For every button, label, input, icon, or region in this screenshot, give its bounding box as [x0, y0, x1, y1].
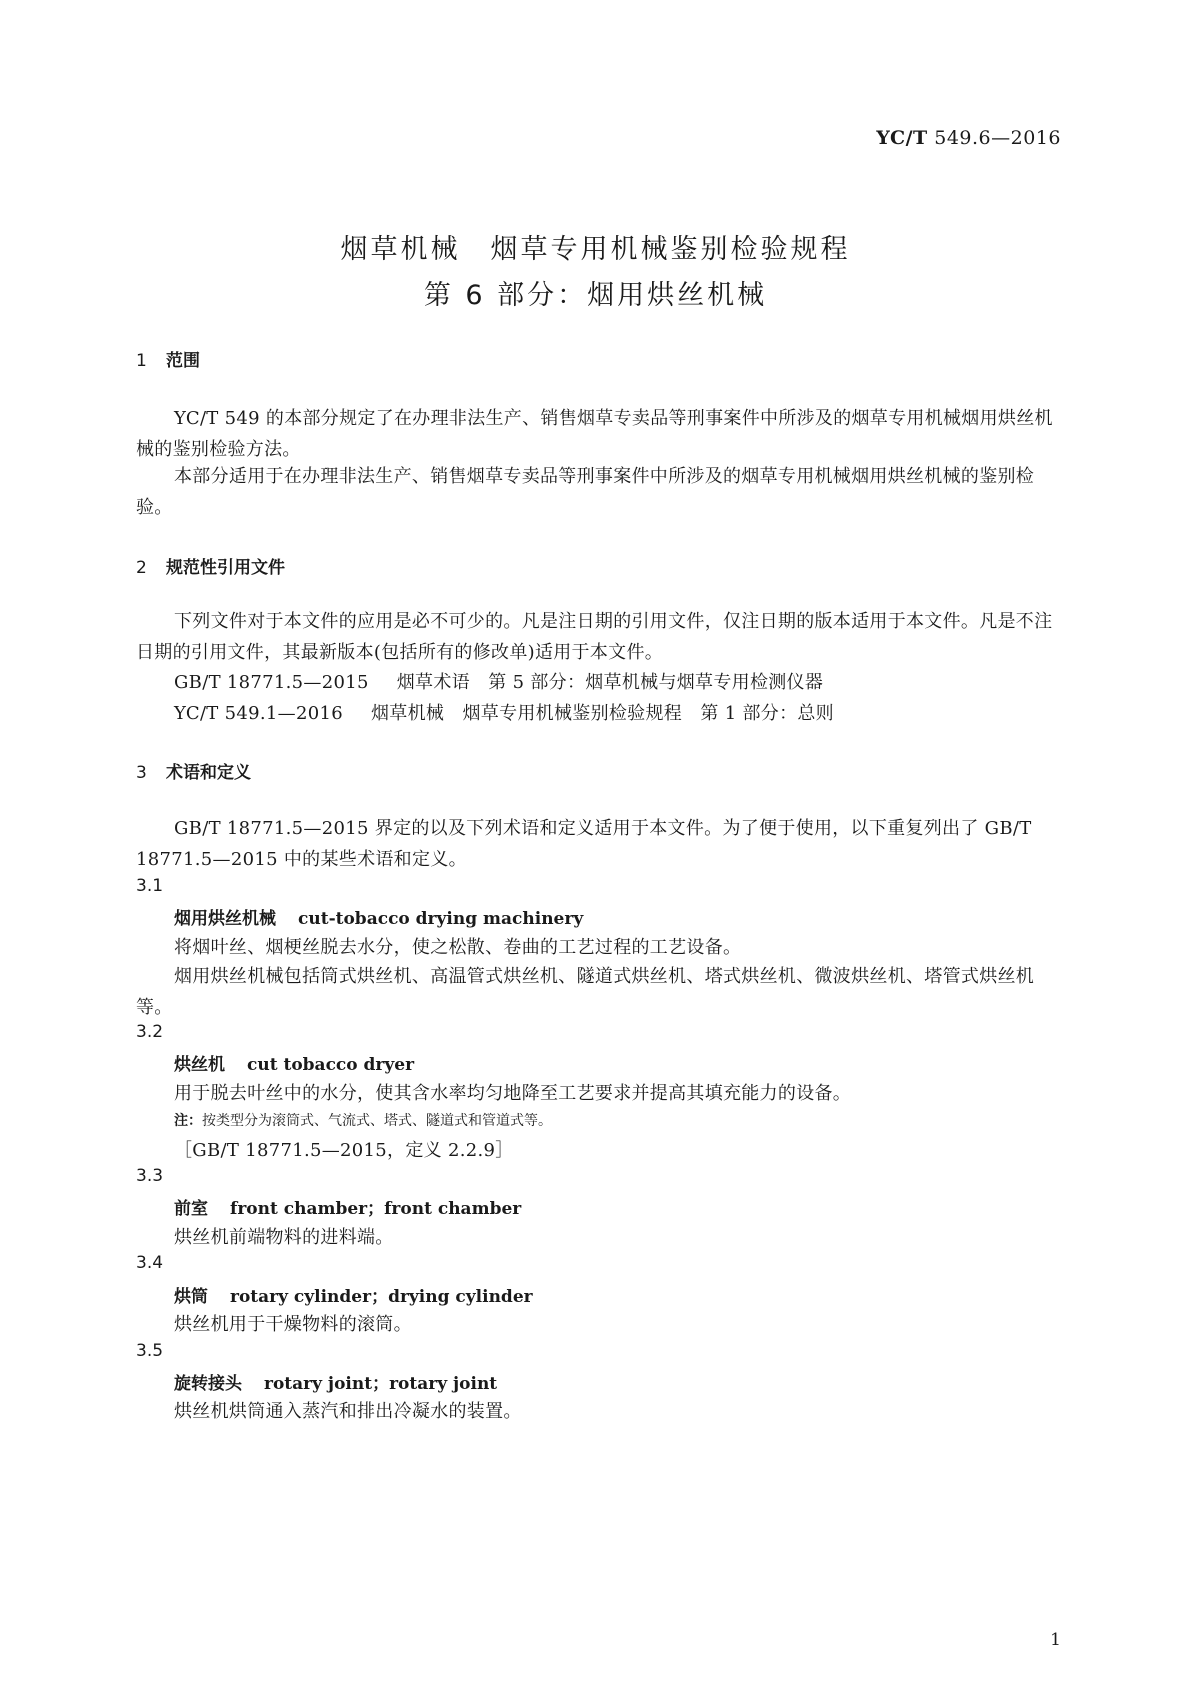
reference-code: YC/T 549.1—2016	[174, 703, 343, 724]
term-definition: 用于脱去叶丝中的水分，使其含水率均匀地降至工艺要求并提高其填充能力的设备。	[174, 1083, 852, 1104]
note-label: 注：	[174, 1113, 202, 1129]
term-name-zh: 旋转接头	[174, 1374, 242, 1394]
document-title-line1: 烟草机械 烟草专用机械鉴别检验规程	[340, 234, 851, 265]
standard-code-number: 549.6—2016	[934, 127, 1061, 149]
section-number: 2	[136, 558, 147, 578]
section-heading-2	[136, 553, 285, 578]
standard-code	[876, 127, 1061, 149]
reference-code: GB/T 18771.5—2015	[174, 672, 369, 693]
term-note	[174, 1110, 552, 1130]
term-number: 3.3	[136, 1166, 164, 1186]
section-title: 范围	[166, 351, 200, 371]
term-name	[174, 1050, 414, 1075]
term-number: 3.2	[136, 1022, 164, 1042]
section-title: 术语和定义	[166, 763, 251, 783]
term-extra-paragraph: 烟用烘丝机械包括筒式烘丝机、高温管式烘丝机、隧道式烘丝机、塔式烘丝机、微波烘丝机、塔管式烘丝机等。	[136, 966, 1035, 1018]
term-name-en: cut-tobacco drying machinery	[298, 909, 584, 929]
term-name-zh: 烟用烘丝机械	[174, 909, 276, 929]
term-name	[174, 1282, 533, 1307]
term-name	[174, 1194, 521, 1219]
normative-reference	[174, 699, 834, 725]
reference-title: 烟草机械 烟草专用机械鉴别检验规程 第 1 部分：总则	[370, 703, 834, 724]
term-definition: 烘丝机用于干燥物料的滚筒。	[174, 1314, 412, 1335]
term-definition: 将烟叶丝、烟梗丝脱去水分，使之松散、卷曲的工艺过程的工艺设备。	[174, 937, 742, 958]
term-name-en: cut tobacco dryer	[247, 1055, 415, 1075]
term-source: ［GB/T 18771.5—2015，定义 2.2.9］	[174, 1140, 514, 1161]
term-number: 3.1	[136, 876, 164, 896]
standard-code-prefix: YC/T	[876, 127, 928, 149]
section1-paragraph-2: 本部分适用于在办理非法生产、销售烟草专卖品等刑事案件中所涉及的烟草专用机械烟用烘丝机械的鉴别检验。	[136, 466, 1035, 518]
page-number: 1	[1050, 1630, 1061, 1650]
term-name	[174, 1369, 497, 1394]
term-name-zh: 烘筒	[174, 1287, 208, 1307]
term-name-en: rotary joint；rotary joint	[264, 1374, 498, 1394]
section-number: 3	[136, 763, 147, 783]
section-number: 1	[136, 351, 147, 371]
term-number: 3.5	[136, 1341, 164, 1361]
section2-paragraph-1: 下列文件对于本文件的应用是必不可少的。凡是注日期的引用文件，仅注日期的版本适用于本文件。凡是不注日期的引用文件，其最新版本(包括所有的修改单)适用于本文件。	[136, 611, 1053, 663]
term-name-zh: 前室	[174, 1199, 208, 1219]
section-heading-1	[136, 346, 200, 371]
normative-reference	[174, 668, 823, 694]
document-title-line2: 第 6 部分：烟用烘丝机械	[423, 280, 768, 311]
note-text: 按类型分为滚筒式、气流式、塔式、隧道式和管道式等。	[202, 1113, 552, 1129]
term-number: 3.4	[136, 1253, 164, 1273]
term-name-zh: 烘丝机	[174, 1055, 225, 1075]
term-name	[174, 904, 583, 929]
term-definition: 烘丝机烘筒通入蒸汽和排出冷凝水的装置。	[174, 1401, 522, 1422]
section1-paragraph-1: YC/T 549 的本部分规定了在办理非法生产、销售烟草专卖品等刑事案件中所涉及的烟草专用机械烟用烘丝机械的鉴别检验方法。	[136, 408, 1053, 460]
section-heading-3	[136, 758, 251, 783]
term-name-en: front chamber；front chamber	[230, 1199, 522, 1219]
section3-paragraph-1: GB/T 18771.5—2015 界定的以及下列术语和定义适用于本文件。为了便于使用，以下重复列出了 GB/T 18771.5—2015 中的某些术语和定义。	[136, 818, 1032, 870]
reference-title: 烟草术语 第 5 部分：烟草机械与烟草专用检测仪器	[396, 672, 824, 693]
term-name-en: rotary cylinder；drying cylinder	[230, 1287, 533, 1307]
section-title: 规范性引用文件	[166, 558, 285, 578]
term-definition: 烘丝机前端物料的进料端。	[174, 1227, 394, 1248]
